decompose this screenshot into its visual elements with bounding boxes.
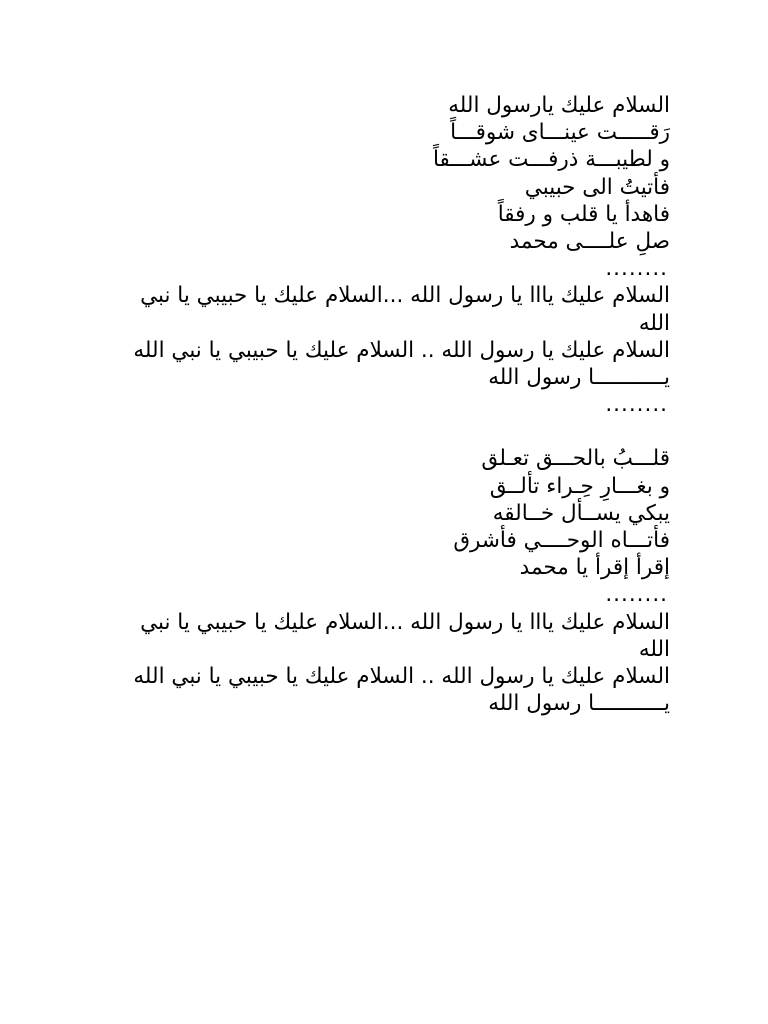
stanza1-line: و لطيبـــة ذرفـــت عشـــقاً (432, 147, 670, 173)
chorus-line: السلام عليك يا رسول الله .. السلام عليك يا حبيبي يا نبي الله (133, 337, 670, 363)
stanza2-line: إقرأ إقرأ يا محمد (519, 555, 670, 581)
stanza2-line: فأتـــاه الوحــــي فأشرق (453, 528, 670, 554)
separator-dots: ........ (605, 392, 668, 418)
separator-dots: ........ (605, 582, 668, 608)
stanza1-line: فاهدأ يا قلب و رفقاً (497, 201, 670, 227)
stanza2-line: قلـــبُ بالحـــق تعـلق (481, 446, 670, 472)
stanza-gap (118, 418, 670, 445)
chorus-line: يـــــــــــا رسول الله (488, 365, 670, 391)
chorus-line: السلام عليك يااا يا رسول الله ...السلام عليك يا حبيبي يا نبي الله (140, 609, 670, 662)
stanza1-line: فأتيتُ الى حبيبي (524, 174, 670, 200)
poem-text (118, 92, 670, 717)
stanza1-line: صلِ علــــى محمد (509, 229, 670, 255)
chorus-line: السلام عليك يا رسول الله .. السلام عليك يا حبيبي يا نبي الله (133, 664, 670, 690)
chorus-line: السلام عليك يااا يا رسول الله ...السلام عليك يا حبيبي يا نبي الله (140, 283, 670, 336)
stanza2-line: يبكي يســأل خــالقه (492, 500, 670, 526)
stanza1-line: رَقـــــت عينـــاى شوقـــاً (450, 120, 670, 146)
chorus-line: يـــــــــــا رسول الله (488, 691, 670, 717)
stanza2-line: و بغـــارِ حِـراء تألــق (489, 473, 670, 499)
separator-dots: ........ (605, 256, 668, 282)
stanza1-line: السلام عليك يارسول الله (448, 93, 670, 118)
